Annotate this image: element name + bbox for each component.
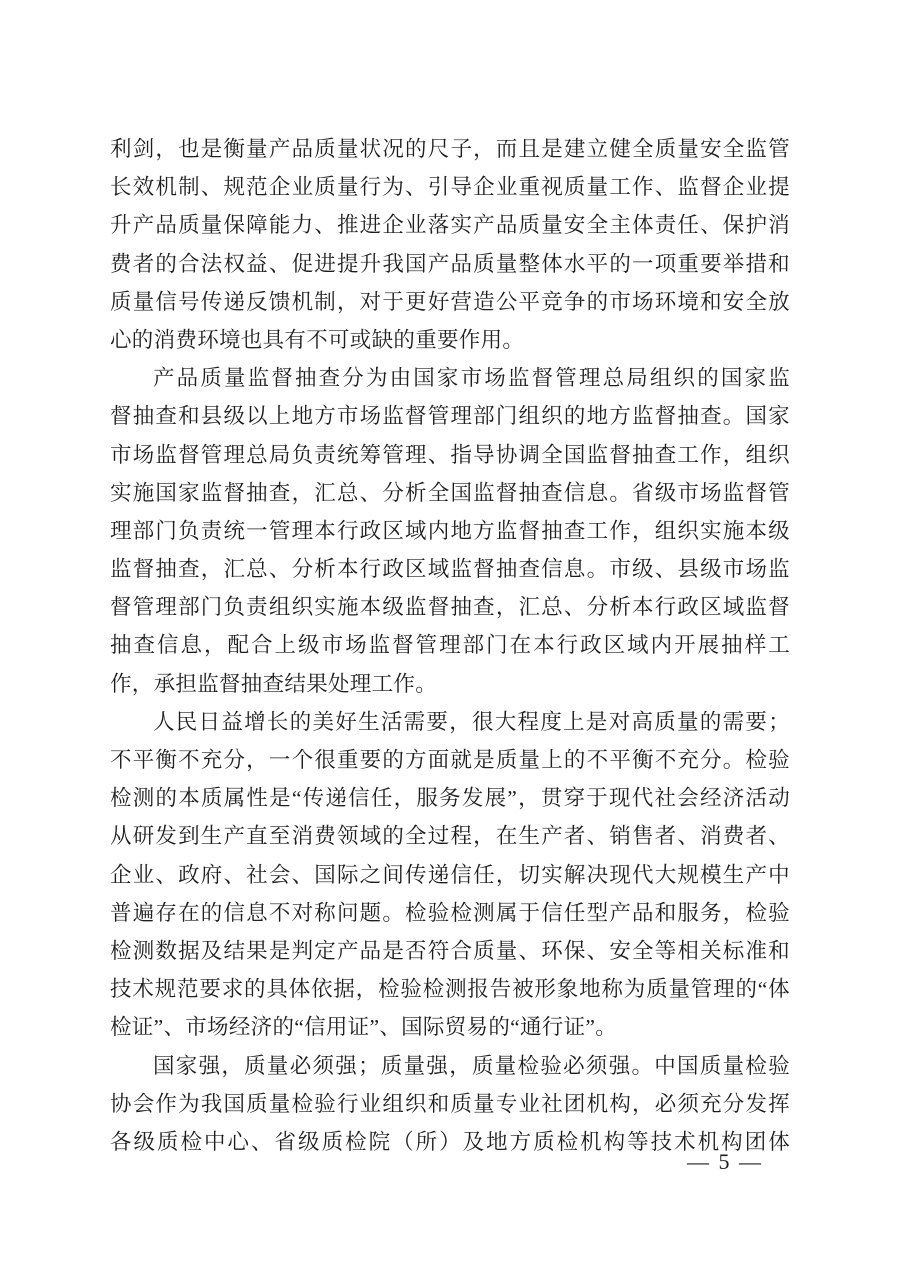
- text-line: 检证”、市场经济的“信用证”、国际贸易的“通行证”。: [110, 1015, 618, 1040]
- text-line: 市场监督管理总局负责统筹管理、指导协调全国监督抽查工作，组织: [110, 442, 790, 467]
- text-line: 督管理部门负责组织实施本级监督抽查，汇总、分析本行政区域监督: [110, 595, 790, 620]
- text-line: 检测的本质属性是“传递信任，服务发展”，贯穿于现代社会经济活动: [110, 786, 790, 811]
- text-line: 升产品质量保障能力、推进企业落实产品质量安全主体责任、保护消: [110, 213, 790, 238]
- paragraph: [110, 1047, 790, 1162]
- text-line: 各级质检中心、省级质检院（所）及地方质检机构等技术机构团体: [110, 1129, 790, 1154]
- paragraph: [110, 130, 790, 359]
- text-line: 协会作为我国质量检验行业组织和质量专业社团机构，必须充分发挥: [110, 1091, 790, 1116]
- text-line: 实施国家监督抽查，汇总、分析全国监督抽查信息。省级市场监督管: [110, 480, 790, 505]
- text-line: 利剑，也是衡量产品质量状况的尺子，而且是建立健全质量安全监管: [110, 137, 790, 161]
- text-line: 作，承担监督抽查结果处理工作。: [110, 671, 438, 696]
- text-line: 费者的合法权益、促进提升我国产品质量整体水平的一项重要举措和: [110, 251, 790, 276]
- text-line: 检测数据及结果是判定产品是否符合质量、环保、安全等相关标准和: [110, 938, 790, 963]
- text-line: 从研发到生产直至消费领域的全过程，在生产者、销售者、消费者、: [110, 824, 790, 849]
- text-line: 产品质量监督抽查分为由国家市场监督管理总局组织的国家监: [153, 366, 790, 391]
- text-line: 监督抽查，汇总、分析本行政区域监督抽查信息。市级、县级市场监: [110, 557, 790, 582]
- text-line: 人民日益增长的美好生活需要，很大程度上是对高质量的需要；: [153, 709, 790, 734]
- text-line: 普遍存在的信息不对称问题。检验检测属于信任型产品和服务，检验: [110, 900, 790, 925]
- page-number: — 5 —: [687, 1149, 763, 1174]
- paragraph: [110, 359, 790, 703]
- text-line: 长效机制、规范企业质量行为、引导企业重视质量工作、监督企业提: [110, 175, 790, 200]
- text-line: 技术规范要求的具体依据，检验检测报告被形象地称为质量管理的“体: [110, 977, 790, 1002]
- text-line: 抽查信息，配合上级市场监督管理部门在本行政区域内开展抽样工: [110, 633, 790, 658]
- text-line: 督抽查和县级以上地方市场监督管理部门组织的地方监督抽查。国家: [110, 404, 790, 429]
- text-line: 国家强，质量必须强；质量强，质量检验必须强。中国质量检验: [153, 1053, 790, 1078]
- text-line: 企业、政府、社会、国际之间传递信任，切实解决现代大规模生产中: [110, 862, 790, 887]
- document-body: [110, 130, 790, 1161]
- paragraph: [110, 703, 790, 1047]
- text-line: 质量信号传递反馈机制，对于更好营造公平竞争的市场环境和安全放: [110, 289, 790, 314]
- text-line: 不平衡不充分，一个很重要的方面就是质量上的不平衡不充分。检验: [110, 748, 790, 772]
- text-line: 心的消费环境也具有不可或缺的重要作用。: [110, 327, 525, 352]
- text-line: 理部门负责统一管理本行政区域内地方监督抽查工作，组织实施本级: [110, 518, 790, 543]
